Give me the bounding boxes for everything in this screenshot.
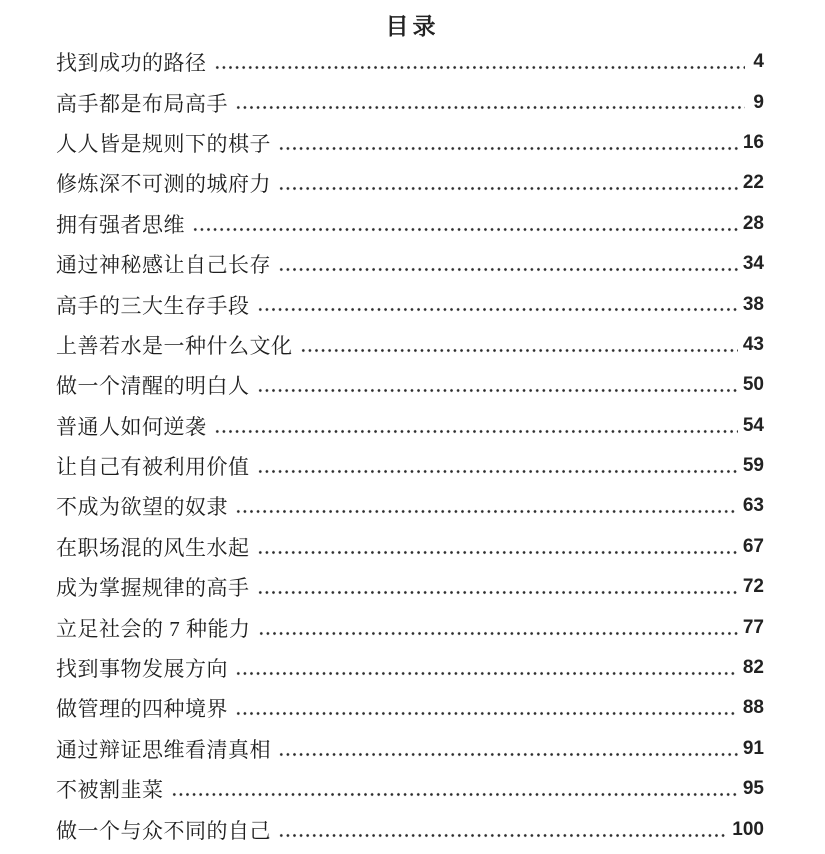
dot-leader [214,415,738,436]
toc-entry-title: 普通人如何逆袭 [56,414,207,439]
toc-entry-row [56,446,764,486]
toc-entry-page-number: 4 [753,51,764,73]
dot-leader [235,92,745,113]
toc-entry-row [56,527,764,567]
toc-entry-title: 在职场混的风生水起 [56,535,250,560]
dot-leader [235,496,738,517]
toc-entry-page-number: 22 [742,172,764,194]
dot-leader [278,819,727,840]
dot-leader [235,698,738,719]
dot-leader [300,334,738,355]
toc-entry-row [56,648,764,688]
dot-leader [258,617,738,638]
dot-leader [192,213,738,234]
toc-entry-page-number: 28 [742,212,764,234]
toc-entry-title: 不被割韭菜 [56,778,164,803]
dot-leader [214,52,746,73]
toc-entry-page-number: 50 [742,374,764,396]
toc-entry-page-number: 67 [742,535,764,557]
toc-entry-title: 高手的三大生存手段 [56,293,250,318]
toc-entry-title: 上善若水是一种什么文化 [56,333,293,358]
toc-entry-title: 人人皆是规则下的棋子 [56,131,271,156]
toc-entry-title: 不成为欲望的奴隶 [56,495,228,520]
toc-entry-row [56,325,764,365]
toc-entry-title: 拥有强者思维 [56,212,185,237]
toc-entry-page-number: 77 [742,616,764,638]
toc-entry-title: 通过神秘感让自己长存 [56,253,271,278]
toc-entry-page-number: 100 [732,818,764,840]
toc-entry-title: 通过辩证思维看清真相 [56,737,271,762]
toc-entry-page-number: 63 [742,495,764,517]
toc-entry-row [56,688,764,728]
toc-entry-page-number: 91 [742,737,764,759]
toc-entry-title: 做一个清醒的明白人 [56,374,250,399]
toc-entry-row [56,486,764,526]
toc-entry-row [56,607,764,647]
toc-entry-page-number: 82 [742,657,764,679]
dot-leader [257,536,738,557]
toc-entry-row [56,82,764,122]
toc-entry-title: 高手都是布局高手 [56,91,228,116]
toc-entry-row [56,406,764,446]
toc-entry-page-number: 88 [742,697,764,719]
toc-entry-title: 立足社会的 7 种能力 [56,616,251,641]
toc-entry-title: 让自己有被利用价值 [56,455,250,480]
dot-leader [171,779,738,800]
dot-leader [278,254,738,275]
toc-entry-row [56,729,764,769]
toc-entry-row [56,244,764,284]
toc-entry-page-number: 38 [742,293,764,315]
dot-leader [278,738,738,759]
toc-entry-page-number: 9 [753,91,764,113]
dot-leader [257,375,738,396]
toc-entry-row [56,809,764,849]
dot-leader [235,658,738,679]
toc-entry-row [56,567,764,607]
toc-entry-title: 成为掌握规律的高手 [56,576,250,601]
toc-entry-title: 做管理的四种境界 [56,697,228,722]
toc-entry-page-number: 54 [742,414,764,436]
toc-entry-row [56,163,764,203]
toc-entry-row [56,365,764,405]
toc-entry-page-number: 43 [742,333,764,355]
toc-heading: 目录 [385,14,440,39]
toc-entry-row [56,284,764,324]
toc-entry-row [56,769,764,809]
dot-leader [257,456,738,477]
toc-list [0,42,825,850]
toc-entry-page-number: 95 [742,778,764,800]
dot-leader [257,294,738,315]
dot-leader [278,173,738,194]
toc-entry-page-number: 16 [742,131,764,153]
toc-entry-page-number: 72 [742,576,764,598]
dot-leader [278,132,738,153]
toc-entry-row [56,42,764,82]
toc-entry-title: 修炼深不可测的城府力 [56,172,271,197]
toc-entry-row [56,204,764,244]
toc-entry-page-number: 59 [742,455,764,477]
toc-entry-title: 找到成功的路径 [56,51,207,76]
toc-entry-title: 找到事物发展方向 [56,657,228,682]
toc-entry-page-number: 34 [742,253,764,275]
toc-entry-row [56,123,764,163]
toc-entry-title: 做一个与众不同的自己 [56,818,271,843]
dot-leader [257,577,738,598]
